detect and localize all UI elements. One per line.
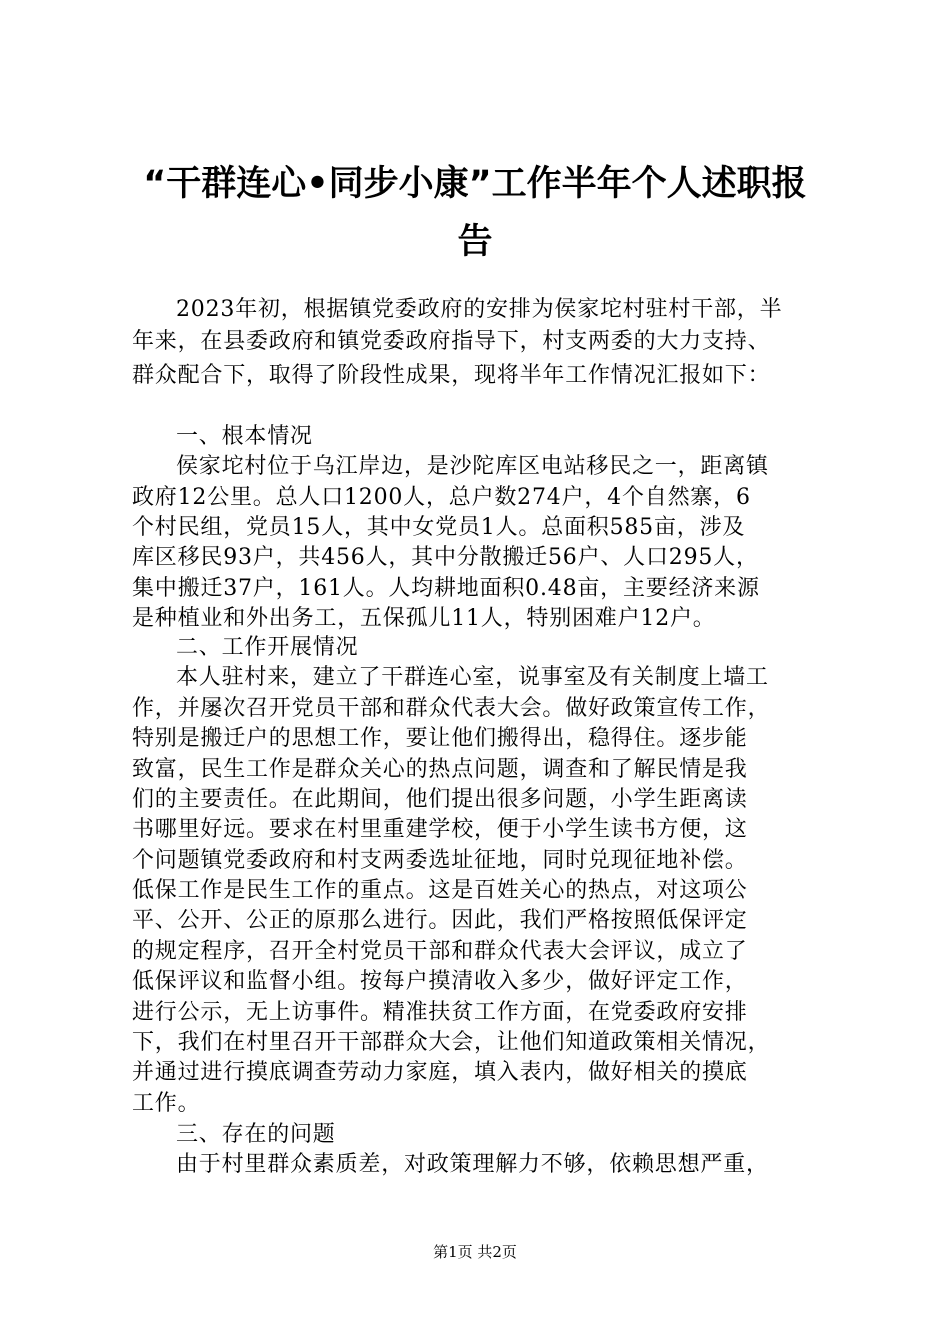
body-line: 2023年初，根据镇党委政府的安排为侯家坨村驻村干部，半 (176, 297, 783, 322)
body-line: 本人驻村来，建立了干群连心室，说事室及有关制度上墙工 (176, 665, 769, 690)
body-line: 特别是搬迁户的思想工作，要让他们搬得出，稳得住。逐步能 (132, 726, 748, 751)
body-line: 侯家坨村位于乌江岸边，是沙陀库区电站移民之一，距离镇 (176, 454, 769, 479)
body-line: 低保工作是民生工作的重点。这是百姓关心的热点，对这项公 (132, 878, 748, 903)
body-line: 个问题镇党委政府和村支两委选址征地，同时兑现征地补偿。 (132, 848, 748, 873)
body-line: 低保评议和监督小组。按每户摸清收入多少，做好评定工作， (132, 969, 748, 994)
document-title-line-1: “干群连心•同步小康”工作半年个人述职报 (143, 164, 807, 204)
body-line: 书哪里好远。要求在村里重建学校，便于小学生读书方便，这 (132, 817, 748, 842)
page-footer: 第1页 共2页 (433, 1243, 517, 1261)
body-line: 由于村里群众素质差，对政策理解力不够，依赖思想严重， (176, 1152, 769, 1177)
body-line: 作，并屡次召开党员干部和群众代表大会。做好政策宣传工作， (132, 696, 771, 721)
body-line: 政府12公里。总人口1200人，总户数274户，4个自然寨，6 (132, 485, 751, 510)
body-line: 工作。 (132, 1091, 201, 1116)
section-heading: 一、根本情况 (176, 424, 313, 449)
body-line: 的规定程序，召开全村党员干部和群众代表大会评议，成立了 (132, 939, 748, 964)
body-line: 平、公开、公正的原那么进行。因此，我们严格按照低保评定 (132, 908, 748, 933)
body-line: 年来，在县委政府和镇党委政府指导下，村支两委的大力支持、 (132, 329, 771, 354)
body-line: 个村民组，党员15人，其中女党员1人。总面积585亩，涉及 (132, 515, 746, 540)
section-heading: 二、工作开展情况 (176, 635, 359, 660)
body-line: 库区移民93户，共456人，其中分散搬迁56户、人口295人， (132, 545, 759, 570)
body-line: 并通过进行摸底调查劳动力家庭，填入表内，做好相关的摸底 (132, 1060, 748, 1085)
body-line: 是种植业和外出务工，五保孤儿11人，特别困难户12户。 (132, 606, 716, 631)
body-line: 们的主要责任。在此期间，他们提出很多问题，小学生距离读 (132, 787, 748, 812)
section-heading: 三、存在的问题 (176, 1122, 336, 1147)
body-line: 群众配合下，取得了阶段性成果，现将半年工作情况汇报如下： (132, 363, 771, 388)
body-line: 进行公示，无上访事件。精准扶贫工作方面，在党委政府安排 (132, 1000, 748, 1025)
body-line: 致富，民生工作是群众关心的热点问题，调查和了解民情是我 (132, 757, 748, 782)
body-line: 下，我们在村里召开干部群众大会，让他们知道政策相关情况， (132, 1030, 771, 1055)
body-line: 集中搬迁37户，161人。人均耕地面积0.48亩，主要经济来源 (132, 576, 760, 601)
document-title-line-2: 告 (457, 222, 493, 262)
